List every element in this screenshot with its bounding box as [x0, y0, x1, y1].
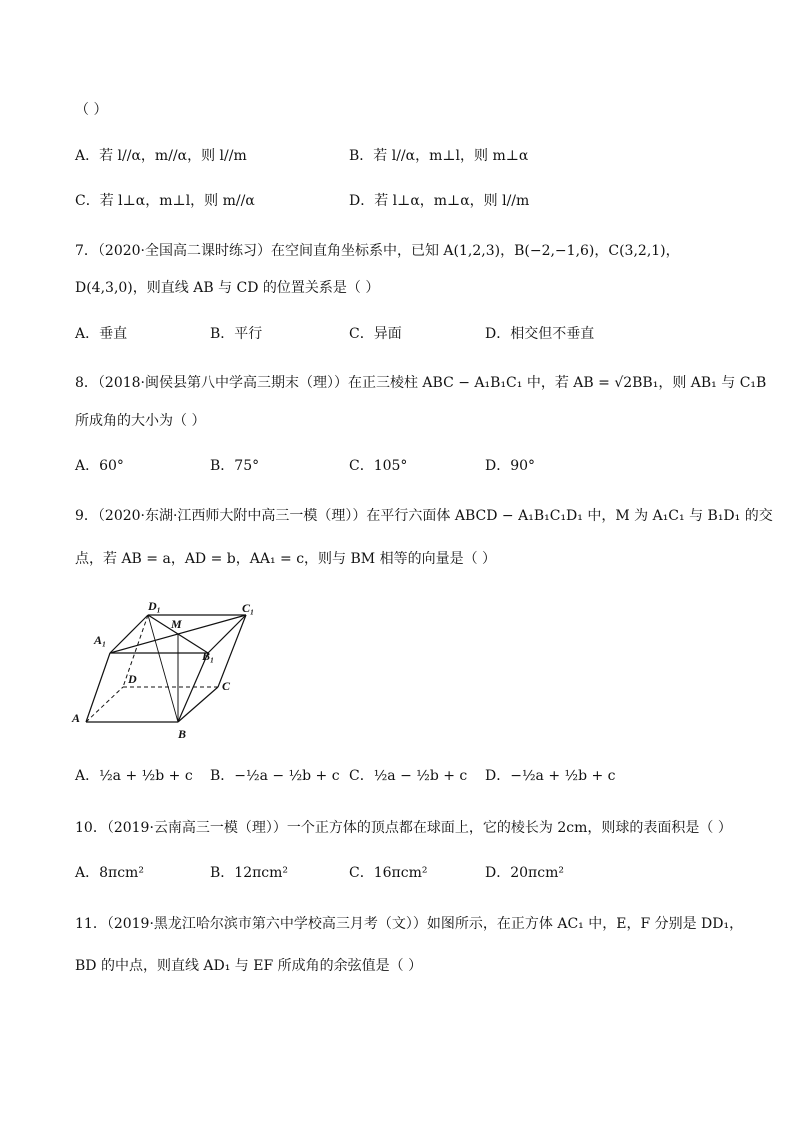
q7-option-b: B．平行	[210, 326, 263, 342]
q10-option-d: D．20πcm²	[485, 865, 564, 881]
top-answer-paren: （ ）	[75, 102, 108, 118]
label-c1: C₁	[242, 601, 255, 615]
edge-a1-a	[86, 653, 110, 722]
q11-stem-line1: 11．（2019·黑龙江哈尔滨市第六中学校高三月考（文））如图所示，在正方体 AC₁ 中，E，F 分别是 DD₁，	[75, 916, 744, 932]
q10-option-c: C．16πcm²	[349, 865, 428, 881]
q8-stem-line2: 所成角的大小为（ ）	[75, 413, 206, 429]
q7-stem-line1: 7．（2020·全国高二课时练习）在空间直角坐标系中，已知 A(1,2,3)，B(−2,−1,6)，C(3,2,1)，	[75, 243, 680, 259]
edge-c1-c	[218, 615, 246, 687]
label-a: A	[72, 711, 81, 725]
q9-option-c: C．½a − ½b + c	[349, 768, 468, 784]
label-m: M	[171, 617, 182, 631]
q7-option-c: C．异面	[349, 326, 402, 342]
q10-option-a: A．8πcm²	[75, 865, 144, 881]
q10-option-b: B．12πcm²	[210, 865, 289, 881]
q8-option-a: A．60°	[75, 458, 124, 474]
q6-option-a: A．若 l//α，m//α，则 l//m	[75, 148, 247, 164]
q6-option-b: B．若 l//α，m⊥l，则 m⊥α	[349, 148, 529, 164]
q8-option-b: B．75°	[210, 458, 260, 474]
label-a1: A₁	[94, 633, 107, 647]
q6-option-d: D．若 l⊥α，m⊥α，则 l//m	[349, 193, 530, 209]
label-c: C	[222, 679, 231, 693]
q9-option-b: B．−½a − ½b + c	[210, 768, 340, 784]
q8-option-d: D．90°	[485, 458, 536, 474]
q9-option-d: D．−½a + ½b + c	[485, 768, 616, 784]
q10-stem-line1: 10．（2019·云南高三一模（理））一个正方体的顶点都在球面上，它的棱长为 2cm，则球的表面积是（ ）	[75, 820, 732, 836]
q9-stem-line1: 9．（2020·东湖·江西师大附中高三一模（理））在平行六面体 ABCD − A₁B₁C₁D₁ 中，M 为 A₁C₁ 与 B₁D₁ 的交	[75, 508, 773, 524]
q9-stem-line2: 点，若 AB = a，AD = b，AA₁ = c，则与 BM 相等的向量是（ ）	[75, 551, 497, 567]
label-d1: D₁	[148, 599, 161, 613]
parallelepiped-diagram	[68, 596, 268, 742]
q7-option-d: D．相交但不垂直	[485, 326, 595, 342]
q8-stem-line1: 8．（2018·闽侯县第八中学高三期末（理））在正三棱柱 ABC − A₁B₁C₁ 中，若 AB = √2BB₁，则 AB₁ 与 C₁B	[75, 375, 767, 391]
q7-stem-line2: D(4,3,0)，则直线 AB 与 CD 的位置关系是（ ）	[75, 280, 380, 296]
q7-option-a: A．垂直	[75, 326, 128, 342]
label-b: B	[178, 727, 187, 741]
parallelepiped-figure	[68, 596, 268, 746]
q11-stem-line2: BD 的中点，则直线 AD₁ 与 EF 所成角的余弦值是（ ）	[75, 958, 423, 974]
label-d: D	[128, 672, 137, 686]
edge-b-c	[178, 687, 218, 722]
label-b1: B₁	[202, 649, 215, 663]
q8-option-c: C．105°	[349, 458, 408, 474]
q6-option-c: C．若 l⊥α，m⊥l，则 m//α	[75, 193, 255, 209]
q9-option-a: A．½a + ½b + c	[75, 768, 193, 784]
